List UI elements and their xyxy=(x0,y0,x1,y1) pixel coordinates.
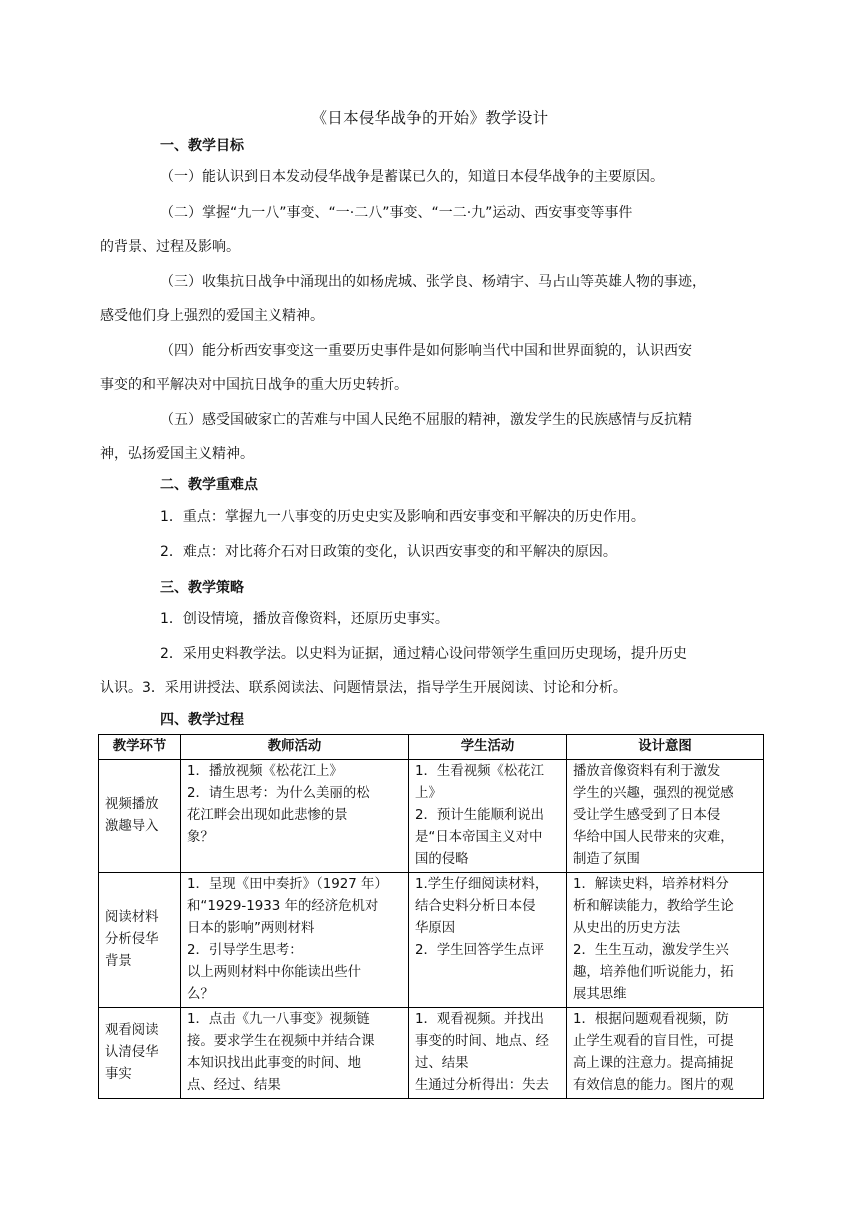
table-header-row xyxy=(99,735,764,760)
strategy-2 xyxy=(100,637,732,705)
header-student: 学生活动 xyxy=(409,735,567,760)
keypoint-2-line: 2．难点：对比蒋介石对日政策的变化，认识西安事变的和平解决的原因。 xyxy=(160,544,617,560)
section-heading-keypoints: 二、教学重难点 xyxy=(160,477,258,493)
goal-4-line-2: 事变的和平解决对中国抗日战争的重大历史转折。 xyxy=(100,377,408,393)
cell-line: 和“1929-1933 年的经济危机对 xyxy=(187,899,379,914)
cell-line: 过、结果 xyxy=(415,1056,469,1071)
student-cell xyxy=(409,760,567,873)
cell-line: 么？ xyxy=(187,987,214,1002)
cell-line: 阅读材料 xyxy=(105,910,159,925)
strategy-1-line: 1．创设情境，播放音像资料，还原历史事实。 xyxy=(160,611,449,627)
cell-line: 以上两则材料中你能读出些什 xyxy=(187,965,362,980)
header-stage: 教学环节 xyxy=(99,735,181,760)
keypoint-1 xyxy=(100,500,732,534)
cell-line: 华原因 xyxy=(415,921,456,936)
section-heading-process: 四、教学过程 xyxy=(160,712,244,728)
cell-line: 高上课的注意力。提高捕捉 xyxy=(573,1056,734,1071)
cell-line: 2．生生互动，激发学生兴 xyxy=(573,943,729,958)
goal-1-line: （一）能认识到日本发动侵华战争是蓄谋已久的，知道日本侵华战争的主要原因。 xyxy=(160,169,664,185)
cell-line: 2．学生回答学生点评 xyxy=(415,943,545,958)
cell-line: 1．生看视频《松花江 xyxy=(415,764,545,779)
intent-cell xyxy=(567,1008,764,1099)
cell-line: 国的侵略 xyxy=(415,852,469,867)
cell-line: 花江畔会出现如此悲惨的景 xyxy=(187,808,348,823)
table-row xyxy=(99,1008,764,1099)
stage-cell xyxy=(99,873,181,1008)
stage-cell xyxy=(99,760,181,873)
goal-2-line-2: 的背景、过程及影响。 xyxy=(100,239,240,255)
cell-line: 止学生观看的盲目性，可提 xyxy=(573,1034,734,1049)
cell-line: 华给中国人民带来的灾难， xyxy=(573,830,734,845)
cell-line: 分析侵华 xyxy=(105,932,159,947)
keypoint-1-line: 1．重点：掌握九一八事变的历史史实及影响和西安事变和平解决的历史作用。 xyxy=(160,509,645,525)
strategy-2-line-2: 认识。3．采用讲授法、联系阅读法、问题情景法，指导学生开展阅读、讨论和分析。 xyxy=(100,680,627,696)
goal-3-line-2: 感受他们身上强烈的爱国主义精神。 xyxy=(100,308,324,324)
goal-2 xyxy=(100,196,732,264)
cell-line: 观看阅读 xyxy=(105,1023,159,1038)
cell-line: 有效信息的能力。图片的观 xyxy=(573,1078,734,1093)
goal-4-line-1: （四）能分析西安事变这一重要历史事件是如何影响当代中国和世界面貌的，认识西安 xyxy=(160,343,692,359)
student-cell xyxy=(409,1008,567,1099)
cell-line: 接。要求学生在视频中并结合课 xyxy=(187,1034,375,1049)
cell-line: 1．根据问题观看视频，防 xyxy=(573,1012,729,1027)
goal-3-line-1: （三）收集抗日战争中涌现出的如杨虎城、张学良、杨靖宇、马占山等英雄人物的事迹， xyxy=(160,274,706,290)
teaching-process-table xyxy=(98,734,764,1099)
cell-line: 1．呈现《田中奏折》（1927 年） xyxy=(187,877,388,892)
cell-line: 结合史料分析日本侵 xyxy=(415,899,536,914)
goal-1 xyxy=(100,160,732,194)
teacher-cell xyxy=(181,1008,409,1099)
table-row xyxy=(99,760,764,873)
cell-line: 展其思维 xyxy=(573,987,627,1002)
table-row xyxy=(99,873,764,1008)
cell-line: 2．引导学生思考： xyxy=(187,943,303,958)
goal-5 xyxy=(100,403,732,471)
cell-line: 2．预计生能顺利说出 xyxy=(415,808,545,823)
teacher-cell xyxy=(181,760,409,873)
cell-line: 激趣导入 xyxy=(105,819,159,834)
cell-line: 析和解读能力，教给学生论 xyxy=(573,899,734,914)
cell-line: 背景 xyxy=(105,954,132,969)
student-cell xyxy=(409,873,567,1008)
section-heading-goals: 一、教学目标 xyxy=(160,138,244,154)
goal-3 xyxy=(100,265,732,333)
cell-line: 趣，培养他们听说能力，拓 xyxy=(573,965,734,980)
document-title: 《日本侵华战争的开始》教学设计 xyxy=(311,109,549,127)
cell-line: 本知识找出此事变的时间、地 xyxy=(187,1056,362,1071)
cell-line: 2．请生思考：为什么美丽的松 xyxy=(187,786,370,801)
cell-line: 学生的兴趣，强烈的视觉感 xyxy=(573,786,734,801)
cell-line: 1．观看视频。并找出 xyxy=(415,1012,545,1027)
cell-line: 上》 xyxy=(415,786,442,801)
cell-line: 从史出的历史方法 xyxy=(573,921,681,936)
cell-line: 受让学生感受到了日本侵 xyxy=(573,808,721,823)
intent-cell xyxy=(567,760,764,873)
goal-5-line-1: （五）感受国破家亡的苦难与中国人民绝不屈服的精神，激发学生的民族感情与反抗精 xyxy=(160,412,692,428)
cell-line: 1．解读史料，培养材料分 xyxy=(573,877,729,892)
cell-line: 1.学生仔细阅读材料， xyxy=(415,877,549,892)
cell-line: 1．点击《九一八事变》视频链 xyxy=(187,1012,370,1027)
intent-cell xyxy=(567,873,764,1008)
cell-line: 点、经过、结果 xyxy=(187,1078,281,1093)
stage-cell xyxy=(99,1008,181,1099)
cell-line: 是“日本帝国主义对中 xyxy=(415,830,543,845)
cell-line: 事实 xyxy=(105,1067,132,1082)
keypoint-2 xyxy=(100,535,732,569)
goal-5-line-2: 神，弘扬爱国主义精神。 xyxy=(100,446,254,462)
goal-2-line-1: （二）掌握“九一八”事变、“一·二八”事变、“一二·九”运动、西安事变等事件 xyxy=(160,205,633,221)
cell-line: 象？ xyxy=(187,830,214,845)
cell-line: 视频播放 xyxy=(105,797,159,812)
strategy-2-line-1: 2．采用史料教学法。以史料为证据，通过精心设问带领学生重回历史现场，提升历史 xyxy=(160,646,687,662)
cell-line: 制造了氛围 xyxy=(573,852,640,867)
cell-line: 认清侵华 xyxy=(105,1045,159,1060)
cell-line: 播放音像资料有利于激发 xyxy=(573,764,721,779)
cell-line: 日本的影响”两则材料 xyxy=(187,921,315,936)
strategy-1 xyxy=(100,602,732,636)
teacher-cell xyxy=(181,873,409,1008)
header-teacher: 教师活动 xyxy=(181,735,409,760)
goal-4 xyxy=(100,334,732,402)
cell-line: 生通过分析得出：失去 xyxy=(415,1078,549,1093)
section-heading-strategy: 三、教学策略 xyxy=(160,580,244,596)
cell-line: 1．播放视频《松花江上》 xyxy=(187,764,343,779)
header-intent: 设计意图 xyxy=(567,735,764,760)
cell-line: 事变的时间、地点、经 xyxy=(415,1034,549,1049)
